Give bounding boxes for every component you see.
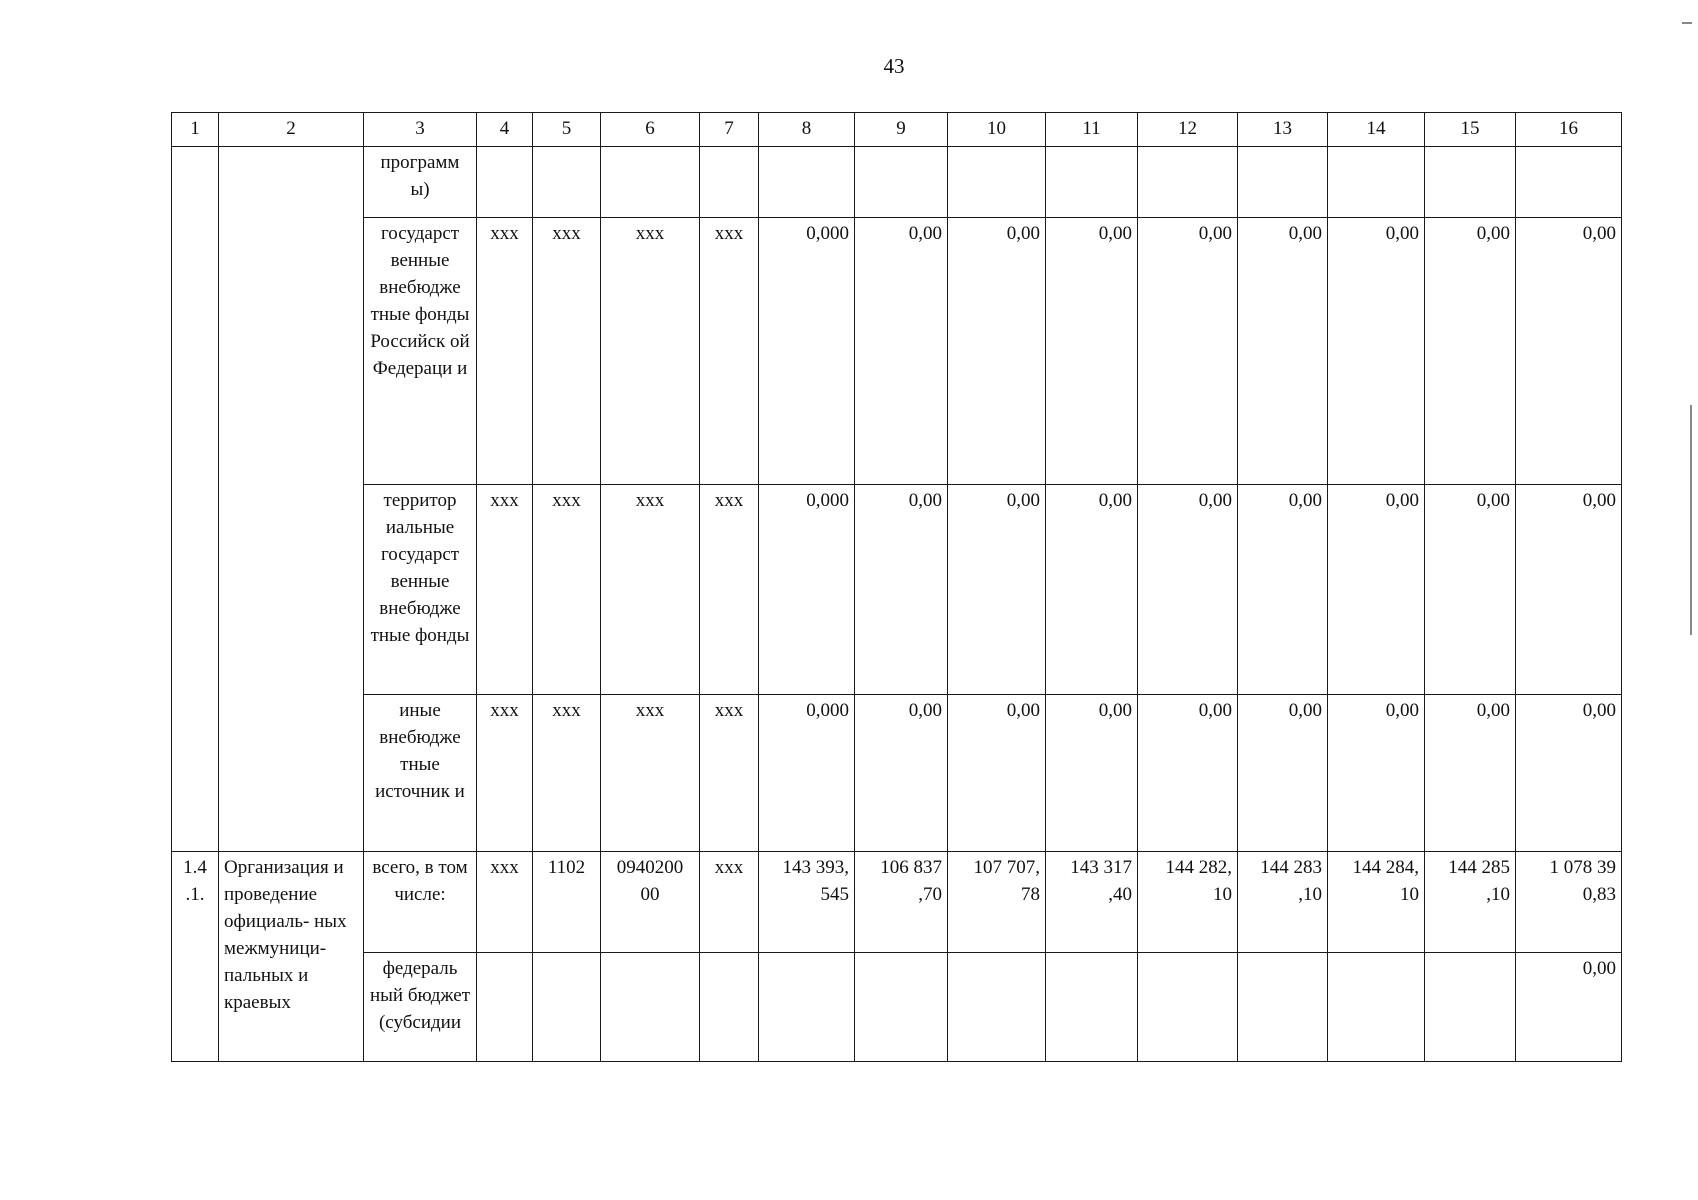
value-cell: 0,000 [759,695,855,852]
value-cell: 0,00 [1425,485,1516,695]
value-cell: xxx [477,695,533,852]
value-cell [1238,953,1328,1062]
header-cell: 1 [172,113,219,147]
header-cell: 8 [759,113,855,147]
value-cell: 143 393, 545 [759,852,855,953]
value-cell: 0,00 [855,695,948,852]
header-cell: 7 [700,113,759,147]
value-cell [1516,147,1622,218]
item-number-cell: 1.4 .1. [172,852,219,1062]
value-cell: 0,00 [1046,695,1138,852]
value-cell: 0,00 [1138,695,1238,852]
source-cell: государст венные внебюдже тные фонды Российск ой Федераци и [364,218,477,485]
header-cell: 15 [1425,113,1516,147]
value-cell: 144 283 ,10 [1238,852,1328,953]
value-cell [855,147,948,218]
source-cell: территор иальные государст венные внебюдже тные фонды [364,485,477,695]
table-row [172,695,1622,852]
value-cell: 0,00 [1046,218,1138,485]
header-cell: 2 [219,113,364,147]
value-cell: 0,000 [759,218,855,485]
value-cell [855,953,948,1062]
value-cell: 0,00 [1328,695,1425,852]
scan-mark [1682,22,1692,24]
value-cell: 0,00 [855,218,948,485]
value-cell [759,147,855,218]
header-cell: 10 [948,113,1046,147]
value-cell: xxx [477,218,533,485]
value-cell: 0,00 [948,485,1046,695]
value-cell: xxx [700,852,759,953]
value-cell: 0,00 [855,485,948,695]
value-cell: xxx [533,695,601,852]
value-cell: 0,00 [1516,953,1622,1062]
value-cell [601,953,700,1062]
value-cell: 1 078 39 0,83 [1516,852,1622,953]
value-cell: 0,00 [1138,485,1238,695]
value-cell: 144 284, 10 [1328,852,1425,953]
header-cell: 5 [533,113,601,147]
header-cell: 9 [855,113,948,147]
value-cell [477,147,533,218]
value-cell [601,147,700,218]
value-cell [1138,953,1238,1062]
value-cell: xxx [533,485,601,695]
value-cell: 144 285 ,10 [1425,852,1516,953]
value-cell: 0,00 [1238,218,1328,485]
value-cell: 0,000 [759,485,855,695]
value-cell: xxx [601,695,700,852]
page-number: 43 [883,54,905,78]
table-row [172,218,1622,485]
table-row [172,147,1622,218]
value-cell: 0,00 [948,695,1046,852]
value-cell: 106 837 ,70 [855,852,948,953]
value-cell [1328,147,1425,218]
header-cell: 16 [1516,113,1622,147]
value-cell: xxx [477,485,533,695]
value-cell: 107 707, 78 [948,852,1046,953]
value-cell [948,953,1046,1062]
source-cell: программ ы) [364,147,477,218]
value-cell: xxx [601,218,700,485]
value-cell: xxx [700,218,759,485]
value-cell: 1102 [533,852,601,953]
value-cell: xxx [601,485,700,695]
item-title-cell: Организация и проведение официаль- ных межмуници- пальных и краевых [219,852,364,1062]
value-cell: 0,00 [1425,695,1516,852]
source-cell: иные внебюдже тные источник и [364,695,477,852]
table-row [172,852,1622,953]
value-cell: xxx [700,485,759,695]
value-cell [1046,953,1138,1062]
value-cell: 143 317 ,40 [1046,852,1138,953]
value-cell: 0,00 [1046,485,1138,695]
value-cell [1425,953,1516,1062]
value-cell: 0,00 [1516,218,1622,485]
value-cell [1425,147,1516,218]
value-cell: 0,00 [1238,695,1328,852]
value-cell: 0,00 [1238,485,1328,695]
header-cell: 12 [1138,113,1238,147]
value-cell: xxx [700,695,759,852]
value-cell: 0,00 [1328,485,1425,695]
value-cell: 0,00 [1138,218,1238,485]
header-cell: 11 [1046,113,1138,147]
header-cell: 13 [1238,113,1328,147]
header-cell: 6 [601,113,700,147]
empty-cell [172,147,219,852]
value-cell [700,147,759,218]
header-cell: 4 [477,113,533,147]
header-row [172,113,1622,147]
empty-cell [219,147,364,852]
value-cell: xxx [533,218,601,485]
header-cell: 14 [1328,113,1425,147]
header-cell: 3 [364,113,477,147]
value-cell [533,147,601,218]
value-cell: 144 282, 10 [1138,852,1238,953]
value-cell [533,953,601,1062]
value-cell: 0,00 [1516,695,1622,852]
value-cell [477,953,533,1062]
financing-table [171,112,1622,1062]
value-cell [1328,953,1425,1062]
source-cell: федераль ный бюджет (субсидии [364,953,477,1062]
value-cell [759,953,855,1062]
value-cell [1138,147,1238,218]
value-cell [1046,147,1138,218]
value-cell [700,953,759,1062]
value-cell: 0940200 00 [601,852,700,953]
source-cell: всего, в том числе: [364,852,477,953]
value-cell: 0,00 [1516,485,1622,695]
table-row [172,953,1622,1062]
value-cell: 0,00 [1328,218,1425,485]
value-cell [948,147,1046,218]
value-cell: xxx [477,852,533,953]
value-cell: 0,00 [1425,218,1516,485]
scan-mark [1690,405,1692,635]
value-cell [1238,147,1328,218]
table-row [172,485,1622,695]
value-cell: 0,00 [948,218,1046,485]
